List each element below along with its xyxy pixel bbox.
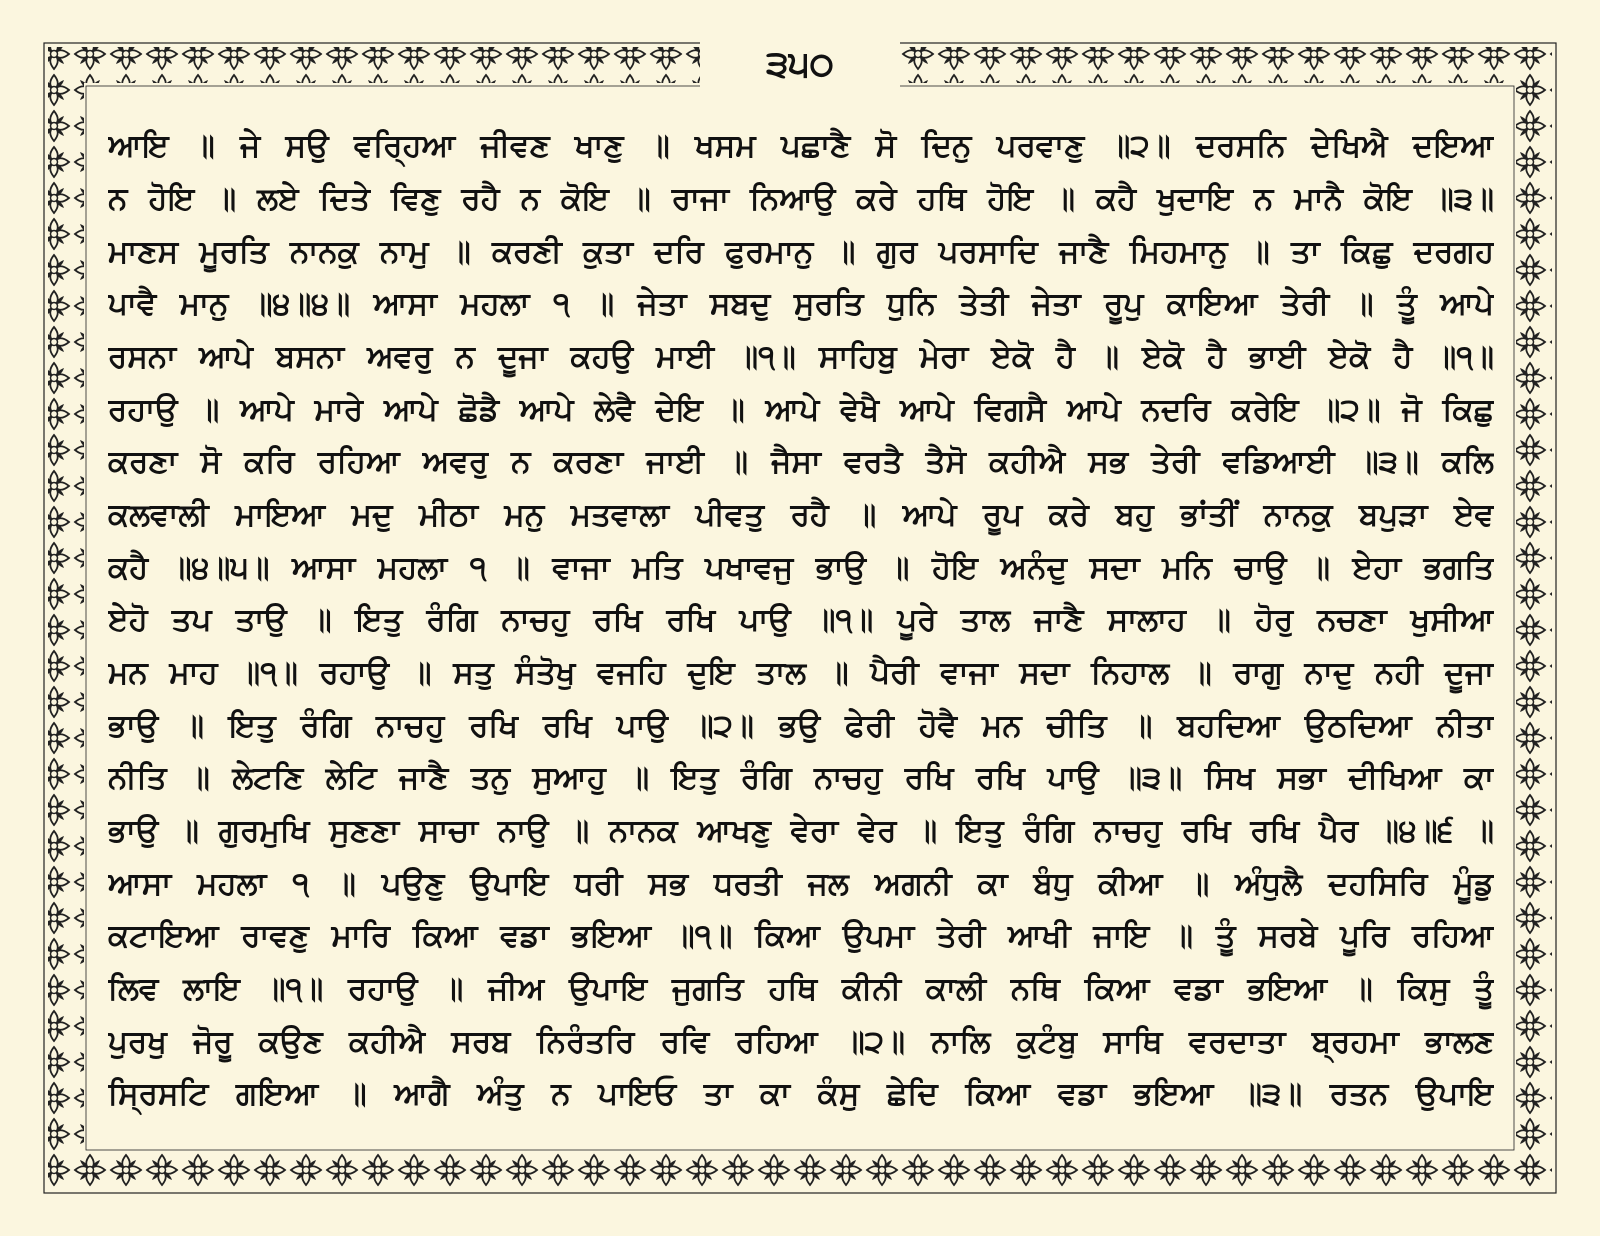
text-line: ਨ ਹੋਇ ॥ ਲਏ ਦਿਤੇ ਵਿਣੁ ਰਹੈ ਨ ਕੋਇ ॥ ਰਾਜਾ ਨਿਆਉ ਕਰੇ ਹਥਿ ਹੋਇ ॥ ਕਹੈ ਖੁਦਾਇ ਨ ਮਾਨੈ ਕੋਇ ॥੩॥ xyxy=(108,181,1494,217)
text-line: ਏਹੋ ਤਪ ਤਾਉ ॥ ਇਤੁ ਰੰਗਿ ਨਾਚਹੁ ਰਖਿ ਰਖਿ ਪਾਉ ॥੧॥ ਪੂਰੇ ਤਾਲ ਜਾਣੈ ਸਾਲਾਹ ॥ ਹੋਰੁ ਨਚਣਾ ਖੁਸੀਆ xyxy=(108,602,1494,638)
text-line: ਆਇ ॥ ਜੇ ਸਉ ਵਰ੍ਹਿਆ ਜੀਵਣ ਖਾਣੁ ॥ ਖਸਮ ਪਛਾਣੈ ਸੋ ਦਿਨੁ ਪਰਵਾਣੁ ॥੨॥ ਦਰਸਨਿ ਦੇਖਿਐ ਦਇਆ xyxy=(108,128,1494,164)
text-line: ਕਰਣਾ ਸੋ ਕਰਿ ਰਹਿਆ ਅਵਰੁ ਨ ਕਰਣਾ ਜਾਈ ॥ ਜੈਸਾ ਵਰਤੈ ਤੈਸੋ ਕਹੀਐ ਸਭ ਤੇਰੀ ਵਡਿਆਈ ॥੩॥ ਕਲਿ xyxy=(108,444,1494,480)
text-line: ਪੁਰਖੁ ਜੋਰੂ ਕਉਣ ਕਹੀਐ ਸਰਬ ਨਿਰੰਤਰਿ ਰਵਿ ਰਹਿਆ ॥੨॥ ਨਾਲਿ ਕੁਟੰਬੁ ਸਾਥਿ ਵਰਦਾਤਾ ਬ੍ਰਹਮਾ ਭਾਲਣ xyxy=(108,1024,1494,1060)
text-line: ਭਾਉ ॥ ਇਤੁ ਰੰਗਿ ਨਾਚਹੁ ਰਖਿ ਰਖਿ ਪਾਉ ॥੨॥ ਭਉ ਫੇਰੀ ਹੋਵੈ ਮਨ ਚੀਤਿ ॥ ਬਹਦਿਆ ਉਠਦਿਆ ਨੀਤਾ xyxy=(108,708,1494,744)
scripture-text xyxy=(108,120,1494,1110)
text-line: ਭਾਉ ॥ ਗੁਰਮੁਖਿ ਸੁਣਣਾ ਸਾਚਾ ਨਾਉ ॥ ਨਾਨਕ ਆਖਣੁ ਵੇਰਾ ਵੇਰ ॥ ਇਤੁ ਰੰਗਿ ਨਾਚਹੁ ਰਖਿ ਰਖਿ ਪੈਰ ॥੪॥੬ ॥ xyxy=(108,813,1494,849)
text-line: ਨੀਤਿ ॥ ਲੇਟਣਿ ਲੇਟਿ ਜਾਣੈ ਤਨੁ ਸੁਆਹੁ ॥ ਇਤੁ ਰੰਗਿ ਨਾਚਹੁ ਰਖਿ ਰਖਿ ਪਾਉ ॥੩॥ ਸਿਖ ਸਭਾ ਦੀਖਿਆ ਕਾ xyxy=(108,760,1494,796)
text-line: ਮਾਣਸ ਮੂਰਤਿ ਨਾਨਕੁ ਨਾਮੁ ॥ ਕਰਣੀ ਕੁਤਾ ਦਰਿ ਫੁਰਮਾਨੁ ॥ ਗੁਰ ਪਰਸਾਦਿ ਜਾਣੈ ਮਿਹਮਾਨੁ ॥ ਤਾ ਕਿਛੁ ਦਰਗਹ xyxy=(108,234,1494,270)
text-line: ਸ੍ਰਿਸਟਿ ਗਇਆ ॥ ਆਗੈ ਅੰਤੁ ਨ ਪਾਇਓ ਤਾ ਕਾ ਕੰਸੁ ਛੇਦਿ ਕਿਆ ਵਡਾ ਭਇਆ ॥੩॥ ਰਤਨ ਉਪਾਇ xyxy=(108,1076,1494,1112)
text-line: ਲਿਵ ਲਾਇ ॥੧॥ ਰਹਾਉ ॥ ਜੀਅ ਉਪਾਇ ਜੁਗਤਿ ਹਥਿ ਕੀਨੀ ਕਾਲੀ ਨਥਿ ਕਿਆ ਵਡਾ ਭਇਆ ॥ ਕਿਸੁ ਤੂੰ xyxy=(108,971,1494,1007)
text-line: ਕਟਾਇਆ ਰਾਵਣੁ ਮਾਰਿ ਕਿਆ ਵਡਾ ਭਇਆ ॥੧॥ ਕਿਆ ਉਪਮਾ ਤੇਰੀ ਆਖੀ ਜਾਇ ॥ ਤੂੰ ਸਰਬੇ ਪੂਰਿ ਰਹਿਆ xyxy=(108,918,1494,954)
text-line: ਕਹੈ ॥੪॥੫॥ ਆਸਾ ਮਹਲਾ ੧ ॥ ਵਾਜਾ ਮਤਿ ਪਖਾਵਜੁ ਭਾਉ ॥ ਹੋਇ ਅਨੰਦੁ ਸਦਾ ਮਨਿ ਚਾਉ ॥ ਏਹਾ ਭਗਤਿ xyxy=(108,550,1494,586)
text-line: ਕਲਵਾਲੀ ਮਾਇਆ ਮਦੁ ਮੀਠਾ ਮਨੁ ਮਤਵਾਲਾ ਪੀਵਤੁ ਰਹੈ ॥ ਆਪੇ ਰੂਪ ਕਰੇ ਬਹੁ ਭਾਂਤੀਂ ਨਾਨਕੁ ਬਪੁੜਾ ਏਵ xyxy=(108,497,1494,533)
text-line: ਰਸਨਾ ਆਪੇ ਬਸਨਾ ਅਵਰੁ ਨ ਦੂਜਾ ਕਹਉ ਮਾਈ ॥੧॥ ਸਾਹਿਬੁ ਮੇਰਾ ਏਕੋ ਹੈ ॥ ਏਕੋ ਹੈ ਭਾਈ ਏਕੋ ਹੈ ॥੧॥ xyxy=(108,339,1494,375)
text-line: ਆਸਾ ਮਹਲਾ ੧ ॥ ਪਉਣੁ ਉਪਾਇ ਧਰੀ ਸਭ ਧਰਤੀ ਜਲ ਅਗਨੀ ਕਾ ਬੰਧੁ ਕੀਆ ॥ ਅੰਧੁਲੈ ਦਹਸਿਰਿ ਮੂੰਡੁ xyxy=(108,866,1494,902)
page-number: ੩੫੦ xyxy=(700,38,900,92)
text-line: ਮਨ ਮਾਹ ॥੧॥ ਰਹਾਉ ॥ ਸਤੁ ਸੰਤੋਖੁ ਵਜਹਿ ਦੁਇ ਤਾਲ ॥ ਪੈਰੀ ਵਾਜਾ ਸਦਾ ਨਿਹਾਲ ॥ ਰਾਗੁ ਨਾਦੁ ਨਹੀ ਦੂਜਾ xyxy=(108,655,1494,691)
text-line: ਰਹਾਉ ॥ ਆਪੇ ਮਾਰੇ ਆਪੇ ਛੋਡੈ ਆਪੇ ਲੇਵੈ ਦੇਇ ॥ ਆਪੇ ਵੇਖੈ ਆਪੇ ਵਿਗਸੈ ਆਪੇ ਨਦਰਿ ਕਰੇਇ ॥੨॥ ਜੋ ਕਿਛੁ xyxy=(108,392,1494,428)
text-line: ਪਾਵੈ ਮਾਨੁ ॥੪॥੪॥ ਆਸਾ ਮਹਲਾ ੧ ॥ ਜੇਤਾ ਸਬਦੁ ਸੁਰਤਿ ਧੁਨਿ ਤੇਤੀ ਜੇਤਾ ਰੂਪੁ ਕਾਇਆ ਤੇਰੀ ॥ ਤੂੰ ਆਪੇ xyxy=(108,286,1494,322)
